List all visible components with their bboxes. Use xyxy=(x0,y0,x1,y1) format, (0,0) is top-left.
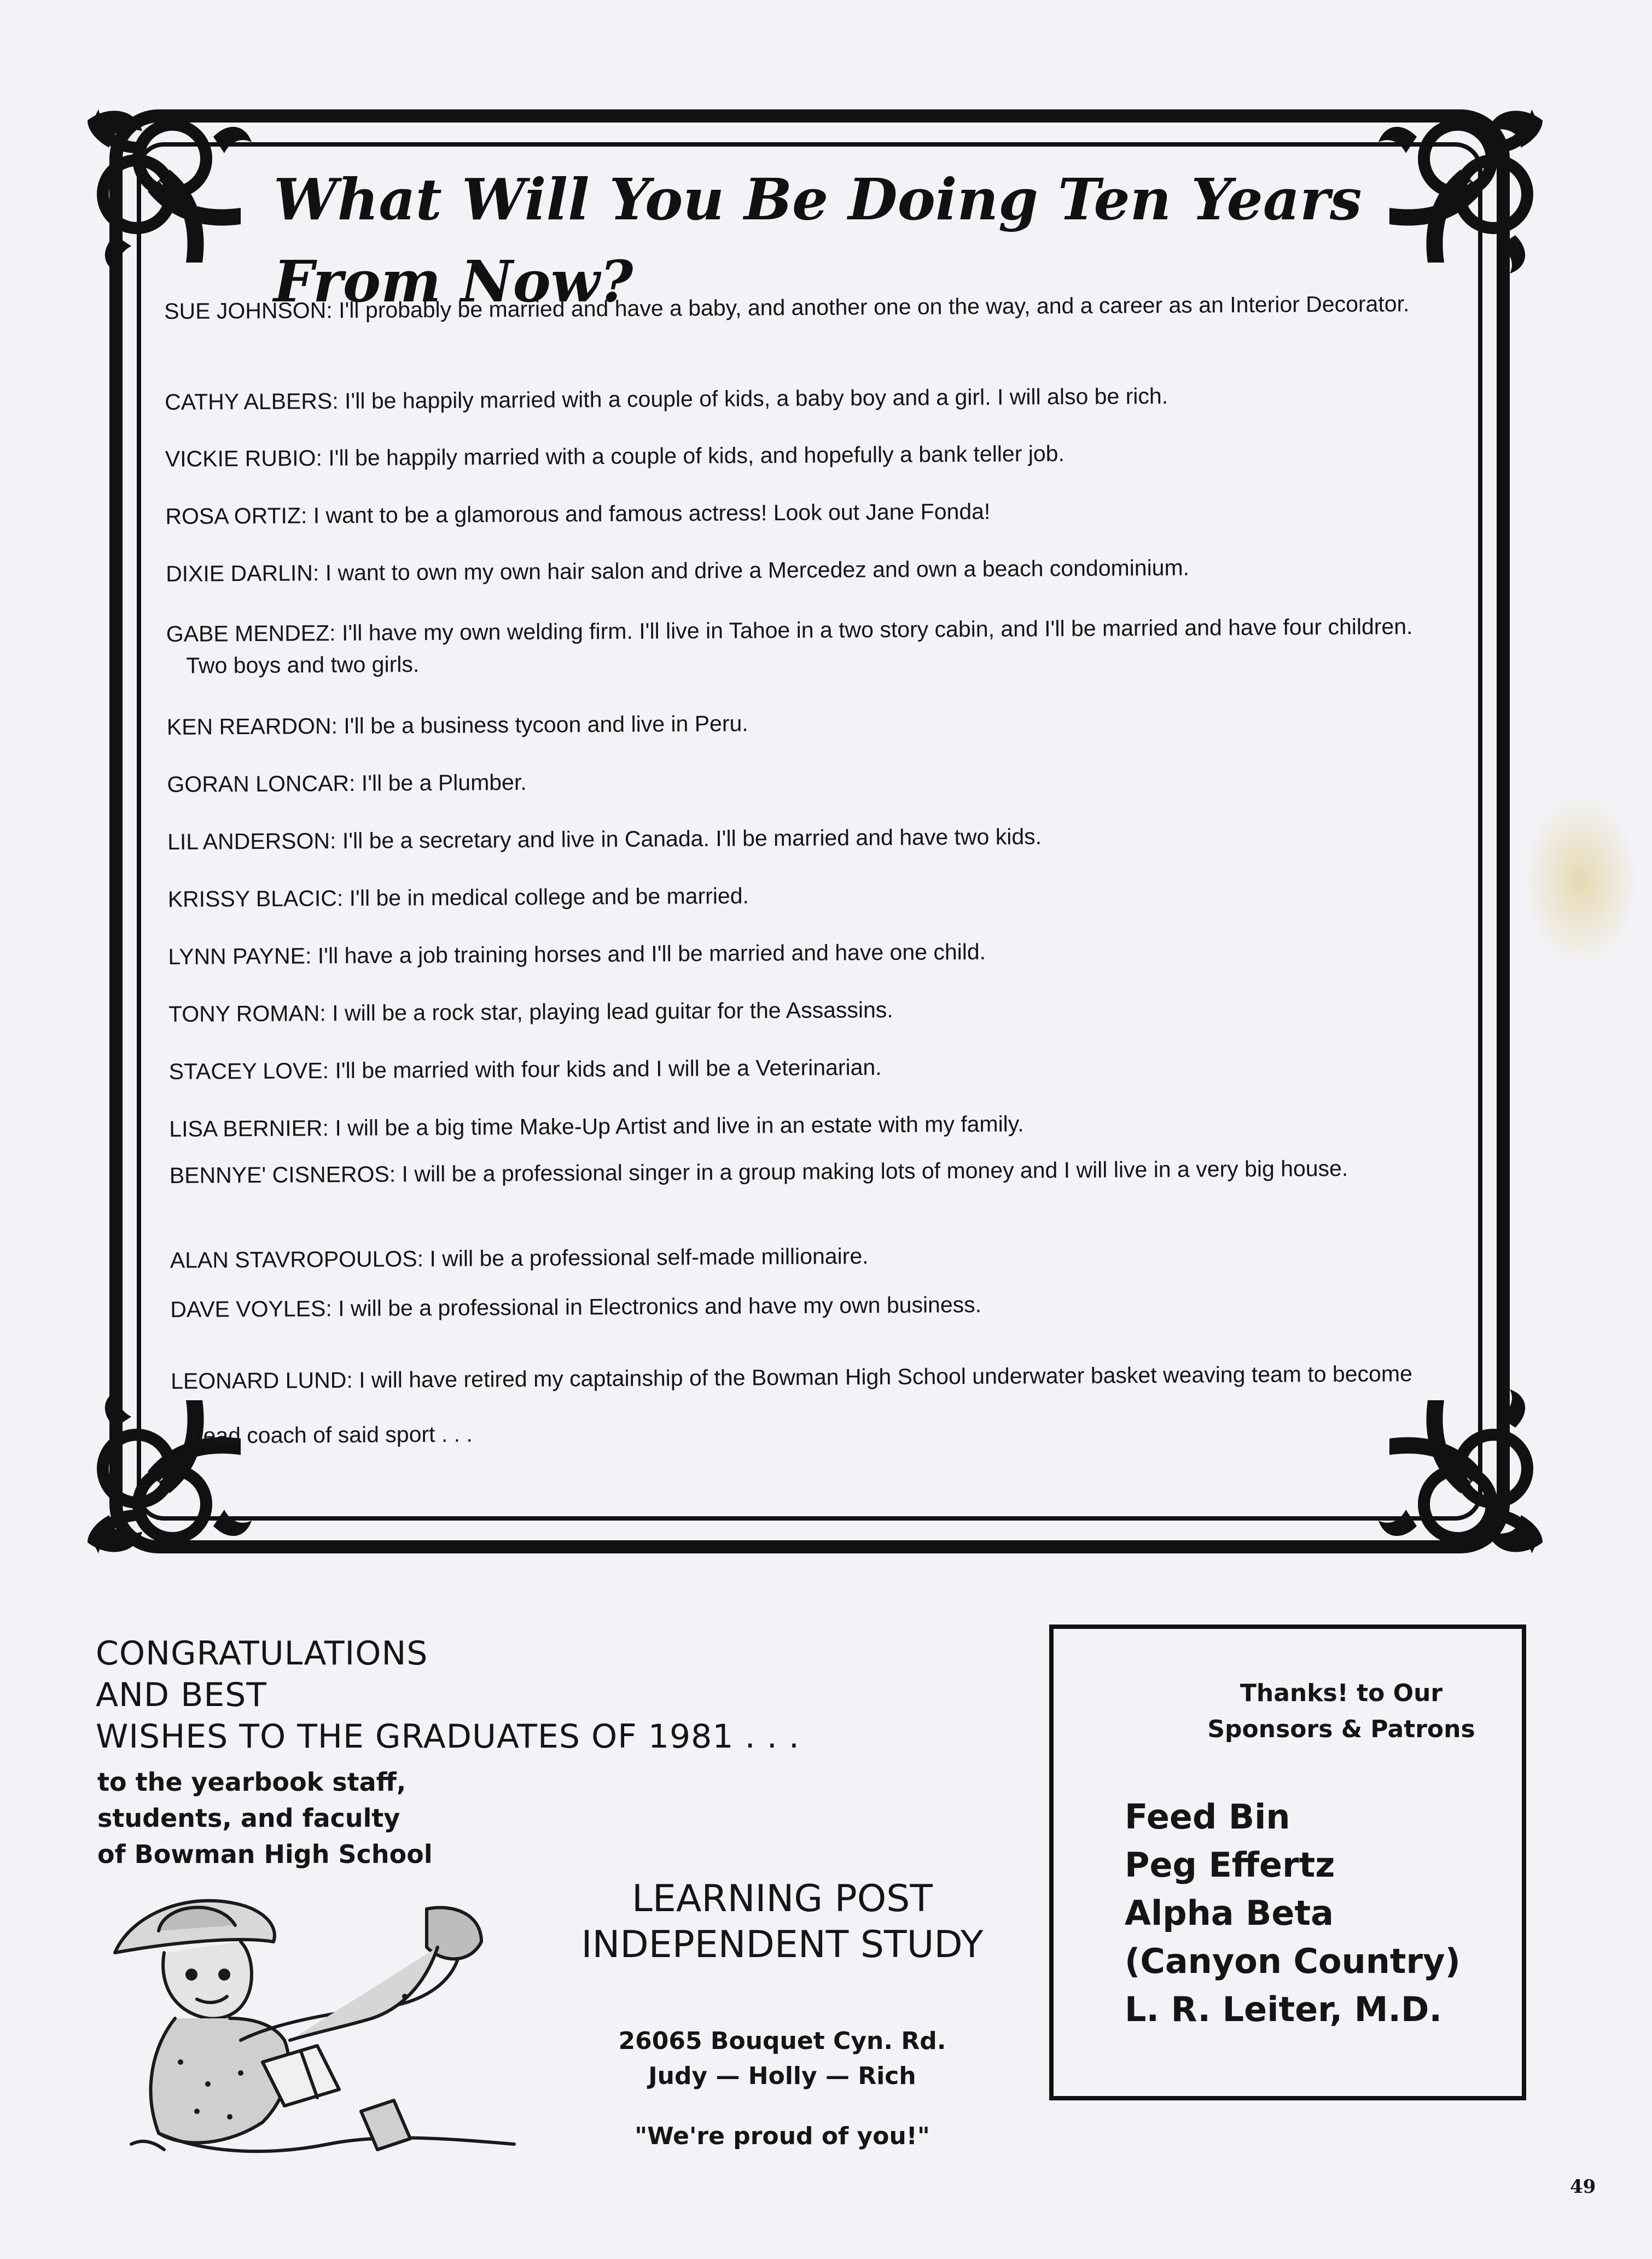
learning-post-names: Judy — Holly — Rich xyxy=(648,2062,916,2090)
sponsors-heading xyxy=(1188,1675,1494,1748)
learning-post-quote: "We're proud of you!" xyxy=(635,2122,930,2150)
sponsors-list xyxy=(1125,1793,1461,2034)
student-name: BENNYE' CISNEROS: xyxy=(169,1161,396,1188)
student-name: CATHY ALBERS: xyxy=(165,388,339,415)
student-name: LYNN PAYNE: xyxy=(168,943,312,969)
list-item: Feed Bin xyxy=(1125,1797,1290,1837)
quote-text: I want to own my own hair salon and drive a Mercedez and own a beach condominium. xyxy=(319,555,1190,586)
quote-text: I'll be happily married with a couple of kids, and hopefully a bank teller job. xyxy=(322,440,1065,471)
congrats-sub-1: to the yearbook staff, xyxy=(97,1767,406,1797)
quote-text: I will be a big time Make-Up Artist and live in an estate with my family. xyxy=(328,1111,1024,1141)
quote-text: I will have retired my captainship of the Bowman High School underwater basket weaving team to become head coach of said sport . . . xyxy=(190,1361,1412,1448)
student-name: DIXIE DARLIN: xyxy=(165,560,319,586)
congratulations-subtext xyxy=(97,1764,480,1872)
ornamental-corner-icon xyxy=(77,98,263,284)
congrats-sub-3: of Bowman High School xyxy=(97,1839,433,1869)
quote-text: I'll have my own welding firm. I'll live in Tahoe in a two story cabin, and I'll be married and have four children. Two boys and two girls. xyxy=(185,614,1413,678)
title-line-2: From Now? xyxy=(274,248,633,315)
student-name: SUE JOHNSON: xyxy=(164,298,333,324)
quote-text: I will be a professional singer in a group making lots of money and I will live in a very big house. xyxy=(395,1155,1348,1187)
congrats-sub-2: students, and faculty xyxy=(97,1803,400,1833)
student-name: VICKIE RUBIO: xyxy=(165,445,323,471)
student-name: LIL ANDERSON: xyxy=(167,828,336,854)
cowboy-reading-icon xyxy=(98,1882,536,2166)
student-name: LISA BERNIER: xyxy=(169,1115,329,1142)
learning-post-line-1: LEARNING POST xyxy=(632,1877,933,1920)
quote-text: I will be a professional self-made millionaire. xyxy=(423,1243,869,1272)
congrats-line-2: AND BEST xyxy=(96,1676,267,1714)
learning-post-address-block xyxy=(547,2024,1017,2094)
quote-text: I will be a professional in Electronics and have my own business. xyxy=(331,1291,982,1321)
quote-text: I will be a rock star, playing lead guitar for the Assassins. xyxy=(325,997,893,1026)
student-name: GABE MENDEZ: xyxy=(166,620,336,647)
student-name: KRISSY BLACIC: xyxy=(167,886,344,912)
student-name: ROSA ORTIZ: xyxy=(165,503,307,529)
learning-post-address: 26065 Bouquet Cyn. Rd. xyxy=(618,2027,946,2055)
student-name: GORAN LONCAR: xyxy=(167,770,356,797)
quote-text: I'll be in medical college and be married. xyxy=(343,883,749,911)
list-item: Peg Effertz xyxy=(1125,1845,1335,1885)
sponsors-heading-1: Thanks! to Our xyxy=(1240,1679,1443,1707)
list-item xyxy=(166,610,1414,682)
learning-post-line-2: INDEPENDENT STUDY xyxy=(581,1923,984,1966)
title-line-1: What Will You Be Doing Ten Years xyxy=(274,166,1362,233)
quote-text: I'll be a secretary and live in Canada. I'll be married and have two kids. xyxy=(336,824,1042,854)
quote-text: I'll have a job training horses and I'll be married and have one child. xyxy=(311,939,986,969)
quote-text: I'll be a Plumber. xyxy=(355,769,527,796)
page-number: 49 xyxy=(1570,2176,1596,2198)
congrats-line-1: CONGRATULATIONS xyxy=(96,1634,428,1673)
list-item: (Canyon Country) xyxy=(1125,1941,1461,1981)
sponsors-box xyxy=(1049,1625,1526,2100)
list-item: Alpha Beta xyxy=(1125,1893,1334,1933)
list-item: L. R. Leiter, M.D. xyxy=(1125,1989,1442,2029)
student-name: TONY ROMAN: xyxy=(168,1000,326,1027)
congratulations-heading xyxy=(96,1633,862,1757)
student-name: ALAN STAVROPOULOS: xyxy=(170,1246,424,1273)
congrats-line-3: WISHES TO THE GRADUATES OF 1981 . . . xyxy=(96,1717,800,1756)
quote-text: I'll be married with four kids and I will be a Veterinarian. xyxy=(328,1055,882,1084)
student-name: DAVE VOYLES: xyxy=(170,1296,332,1322)
quote-text: I'll probably be married and have a baby, and another one on the way, and a career as an Interior Decorator. xyxy=(332,291,1410,323)
learning-post-title xyxy=(547,1876,1017,1968)
sponsors-heading-2: Sponsors & Patrons xyxy=(1207,1715,1475,1743)
ornamental-corner-icon xyxy=(1368,98,1554,284)
student-name: LEONARD LUND: xyxy=(170,1367,353,1394)
quote-text: I'll be happily married with a couple of kids, a baby boy and a girl. I will also be rich. xyxy=(338,383,1168,414)
quote-text: I want to be a glamorous and famous actress! Look out Jane Fonda! xyxy=(307,498,991,528)
quote-text: I'll be a business tycoon and live in Peru. xyxy=(337,711,748,739)
student-name: STACEY LOVE: xyxy=(168,1058,329,1084)
list-item xyxy=(171,1346,1418,1463)
student-name: KEN REARDON: xyxy=(166,713,338,740)
